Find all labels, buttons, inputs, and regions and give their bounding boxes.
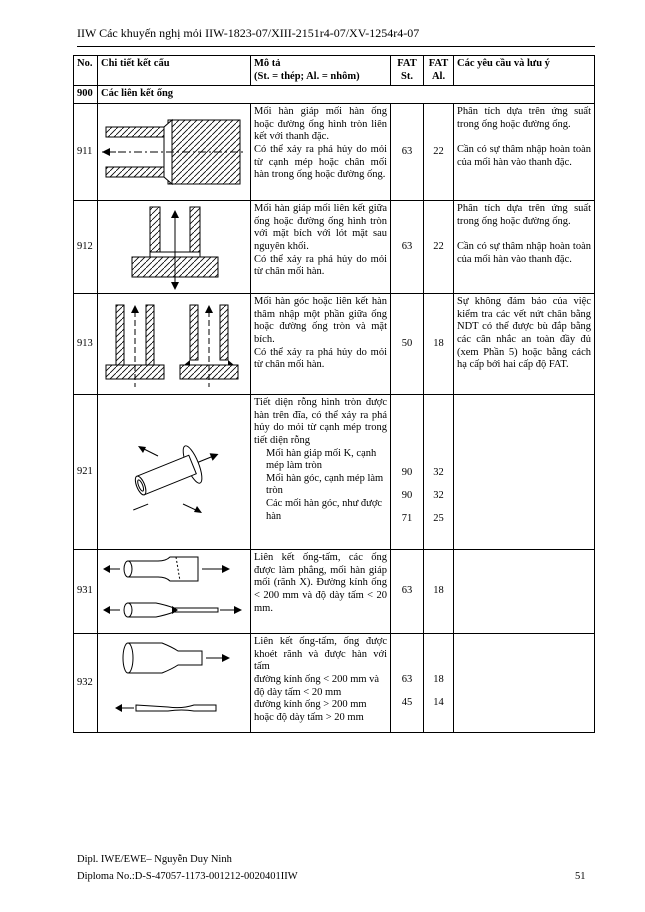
fat-al: 22: [424, 201, 454, 294]
row-desc-item: Mối hàn giáp mối K, cạnh mép làm tròn: [266, 447, 377, 472]
detail-figure-911: [98, 104, 251, 201]
row-no: 931: [74, 550, 98, 634]
fat-al: 22: [424, 104, 454, 201]
table-row: [74, 104, 595, 201]
fat-st: 90 90 71: [391, 395, 424, 550]
fat-st: 63: [391, 550, 424, 634]
table-row: [74, 634, 595, 733]
row-desc-item: đường kính ống > 200 mm hoặc độ dày tấm > 20 mm: [254, 699, 367, 723]
detail-figure-921: [98, 395, 251, 550]
detail-table: [73, 55, 595, 733]
row-desc-item: Mối hàn góc, cạnh mép làm tròn: [266, 472, 384, 497]
table-row: [74, 294, 595, 395]
row-req: Phân tích dựa trên ứng suất trong ống hoặc đường ống. Cần có sự thâm nhập hoàn toàn của mối hàn vào thanh đặc.: [454, 104, 595, 201]
table-header-row: [74, 56, 595, 86]
section-row: [74, 86, 595, 104]
row-desc: Liên kết ống-tấm, các ống được làm phẳng, mối hàn giáp mối (rãnh X). Đường kính ống < 200 mm và độ dày tấm < 20 mm.: [251, 550, 391, 634]
col-fat-st: FAT St.: [391, 56, 424, 86]
row-req: [454, 634, 595, 733]
fat-st: 50: [391, 294, 424, 395]
section-no: 900: [74, 86, 98, 104]
detail-figure-931: [98, 550, 251, 634]
section-title: Các liên kết ống: [98, 86, 595, 104]
col-desc-sub: (St. = thép; Al. = nhôm): [254, 70, 360, 82]
fat-st: 63: [391, 201, 424, 294]
detail-figure-913: [98, 294, 251, 395]
header-rule: [77, 46, 595, 47]
row-desc-item: Các mối hàn góc, như được hàn: [266, 497, 383, 522]
row-no: 913: [74, 294, 98, 395]
row-desc-item: đường kính ống < 200 mm và độ dày tấm < 20 mm: [254, 673, 380, 698]
row-req: [454, 395, 595, 550]
table-row: [74, 395, 595, 550]
fat-al: 18: [424, 550, 454, 634]
col-req: Các yêu cầu và lưu ý: [454, 56, 595, 86]
fat-al: 32 32 25: [424, 395, 454, 550]
row-req: [454, 550, 595, 634]
col-desc: [251, 56, 391, 86]
page-number: 51: [575, 871, 586, 882]
fat-st: 63: [391, 104, 424, 201]
detail-figure-932: [98, 634, 251, 733]
row-no: 921: [74, 395, 98, 550]
col-desc-title: Mô tả: [254, 58, 281, 69]
row-desc: Mối hàn giáp mối hàn ống hoặc đường ống hình tròn liên kết với thanh đặc. Có thể xảy ra phá hủy do mỏi từ cạnh mép hoặc chân mối hàn trong ống hoặc đường ống.: [251, 104, 391, 201]
row-req: Phân tích dựa trên ứng suất trong ống hoặc đường ống. Cần có sự thâm nhập hoàn toàn của mối hàn vào thanh đặc.: [454, 201, 595, 294]
col-fat-al: FAT Al.: [424, 56, 454, 86]
table-row: [74, 201, 595, 294]
row-no: 911: [74, 104, 98, 201]
footer-author: Dipl. IWE/EWE– Nguyễn Duy Ninh: [77, 854, 232, 865]
row-desc-intro: Tiết diện rỗng hình tròn được hàn trên đĩa, có thể xảy ra phá hủy do mỏi từ cạnh mép trong tiết diện rỗng: [254, 397, 387, 446]
fat-al: 18 14: [424, 634, 454, 733]
row-no: 932: [74, 634, 98, 733]
row-desc: [251, 634, 391, 733]
row-desc: Mối hàn giáp mối liên kết giữa ống hoặc đường ống hình tròn với mặt bích với lót mặt sau nguyên khối. Có thể xảy ra phá hủy do mỏi từ chân mối hàn.: [251, 201, 391, 294]
col-detail: Chi tiết kết cấu: [98, 56, 251, 86]
row-desc-intro: Liên kết ống-tấm, ống được khoét rãnh và được hàn với tấm: [254, 636, 387, 673]
row-desc: Mối hàn góc hoặc liên kết hàn thâm nhập một phần giữa ống hoặc đường ống tròn và mặt bích. Có thể xảy ra phá hủy do mỏi từ chân mối hàn.: [251, 294, 391, 395]
row-no: 912: [74, 201, 98, 294]
fat-st: 63 45: [391, 634, 424, 733]
page-header: IIW Các khuyến nghị mỏi IIW-1823-07/XIII-2151r4-07/XV-1254r4-07: [77, 26, 420, 40]
row-req: Sự không đảm bảo của việc kiểm tra các vết nứt chân bằng NDT có thể được bù đắp bằng các cân nhắc an toàn đầy đủ (xem Phần 5) hoặc bằng cách hạ cấp bởi hai cấp độ FAT.: [454, 294, 595, 395]
row-desc: [251, 395, 391, 550]
col-no: No.: [74, 56, 98, 86]
detail-figure-912: [98, 201, 251, 294]
table-row: [74, 550, 595, 634]
fat-al: 18: [424, 294, 454, 395]
footer-diploma: Diploma No.:D-S-47057-1173-001212-0020401IIW: [77, 871, 298, 882]
